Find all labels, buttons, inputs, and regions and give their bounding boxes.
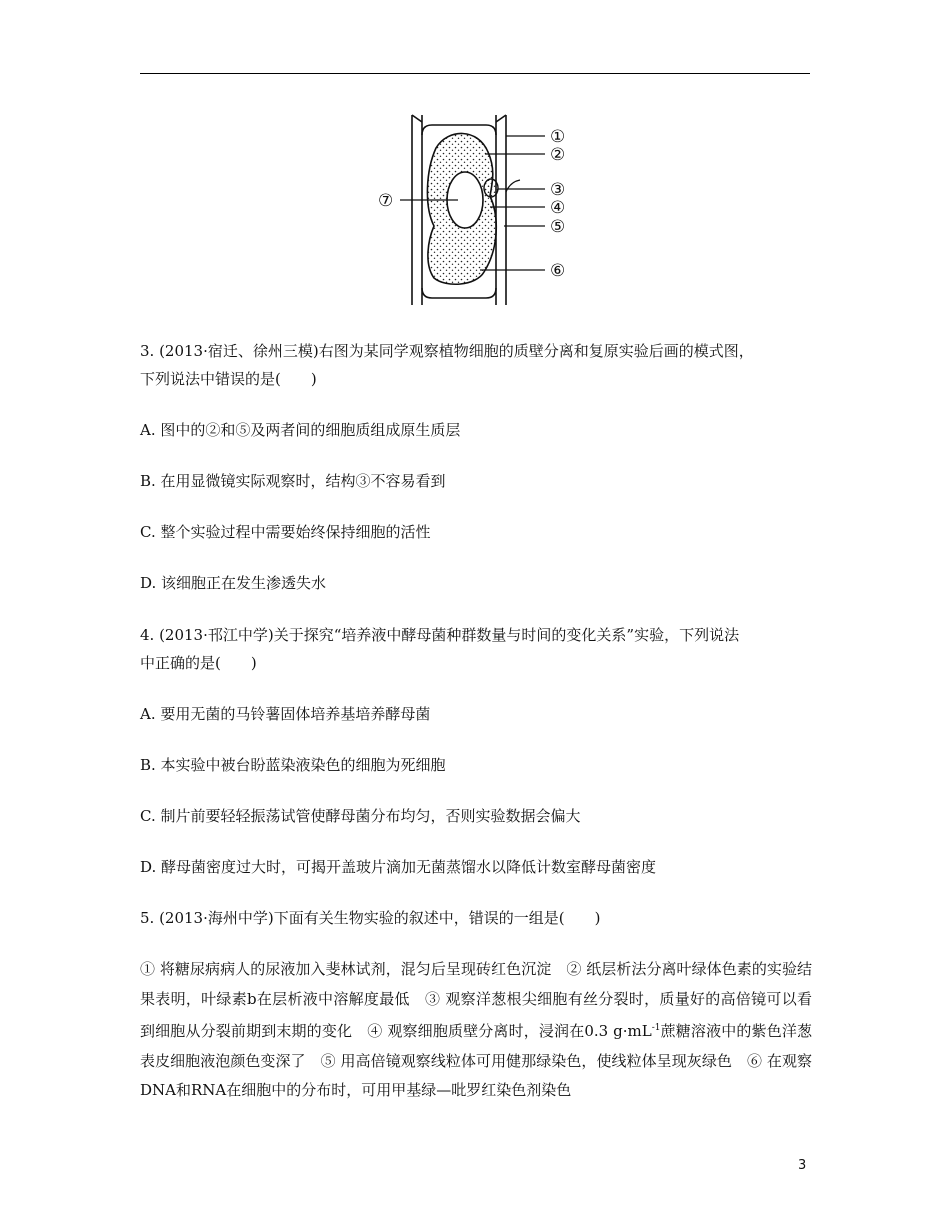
q3-option-c: C. 整个实验过程中需要始终保持细胞的活性 <box>140 523 431 541</box>
q4-option-d: D. 酵母菌密度过大时，可揭开盖玻片滴加无菌蒸馏水以降低计数室酵母菌密度 <box>140 858 657 876</box>
label-4: ④ <box>550 198 566 218</box>
q5-statements-part2: 蔗糖溶液中的紫色洋葱表皮细胞液泡颜色变深了 ⑤ 用高倍镜观察线粒体可用健那绿染色，使线粒体呈现灰绿色 ⑥ 在观察DNA和RNA在细胞中的分布时，可用甲基绿—吡罗红染色剂染色 <box>140 1022 812 1099</box>
structure-3 <box>484 179 498 197</box>
q3-option-a: A. 图中的②和⑤及两者间的细胞质组成原生质层 <box>140 421 461 439</box>
plant-cell-diagram <box>370 110 590 310</box>
label-1: ① <box>550 127 566 147</box>
q5-superscript: -1 <box>651 1023 661 1033</box>
q3-option-b: B. 在用显微镜实际观察时，结构③不容易看到 <box>140 472 446 490</box>
q5-stem: 5. (2013·海州中学)下面有关生物实验的叙述中，错误的一组是( ) <box>140 909 601 927</box>
label-3: ③ <box>550 180 566 200</box>
q4-stem-line2: 中正确的是( ) <box>140 654 257 672</box>
label-7: ⑦ <box>378 191 394 211</box>
q4-option-b: B. 本实验中被台盼蓝染液染色的细胞为死细胞 <box>140 756 446 774</box>
q3-stem-line1: 3. (2013·宿迁、徐州三模)右图为某同学观察植物细胞的质壁分离和复原实验后画的模式图， <box>140 342 754 360</box>
q3-option-d: D. 该细胞正在发生渗透失水 <box>140 574 327 592</box>
q3-stem-line2: 下列说法中错误的是( ) <box>140 370 317 388</box>
q5-statements <box>140 955 812 1106</box>
label-6: ⑥ <box>550 261 566 281</box>
q4-option-a: A. 要用无菌的马铃薯固体培养基培养酵母菌 <box>140 705 431 723</box>
header-rule <box>140 73 810 74</box>
label-2: ② <box>550 145 566 165</box>
q4-option-c: C. 制片前要轻轻振荡试管使酵母菌分布均匀，否则实验数据会偏大 <box>140 807 581 825</box>
page-number: 3 <box>798 1158 807 1173</box>
q4-stem-line1: 4. (2013·邗江中学)关于探究“培养液中酵母菌种群数量与时间的变化关系”实验，下列说法 <box>140 626 740 644</box>
label-5: ⑤ <box>550 217 566 237</box>
q5-statements-part1: ① 将糖尿病病人的尿液加入斐林试剂，混匀后呈现砖红色沉淀 ② 纸层析法分离叶绿体色素的实验结果表明，叶绿素b在层析液中溶解度最低 ③ 观察洋葱根尖细胞有丝分裂时，质量好的高倍镜可以看到细胞从分裂前期到末期的变化 ④ 观察细胞质壁分离时，浸润在0.3 g·mL <box>140 960 812 1040</box>
